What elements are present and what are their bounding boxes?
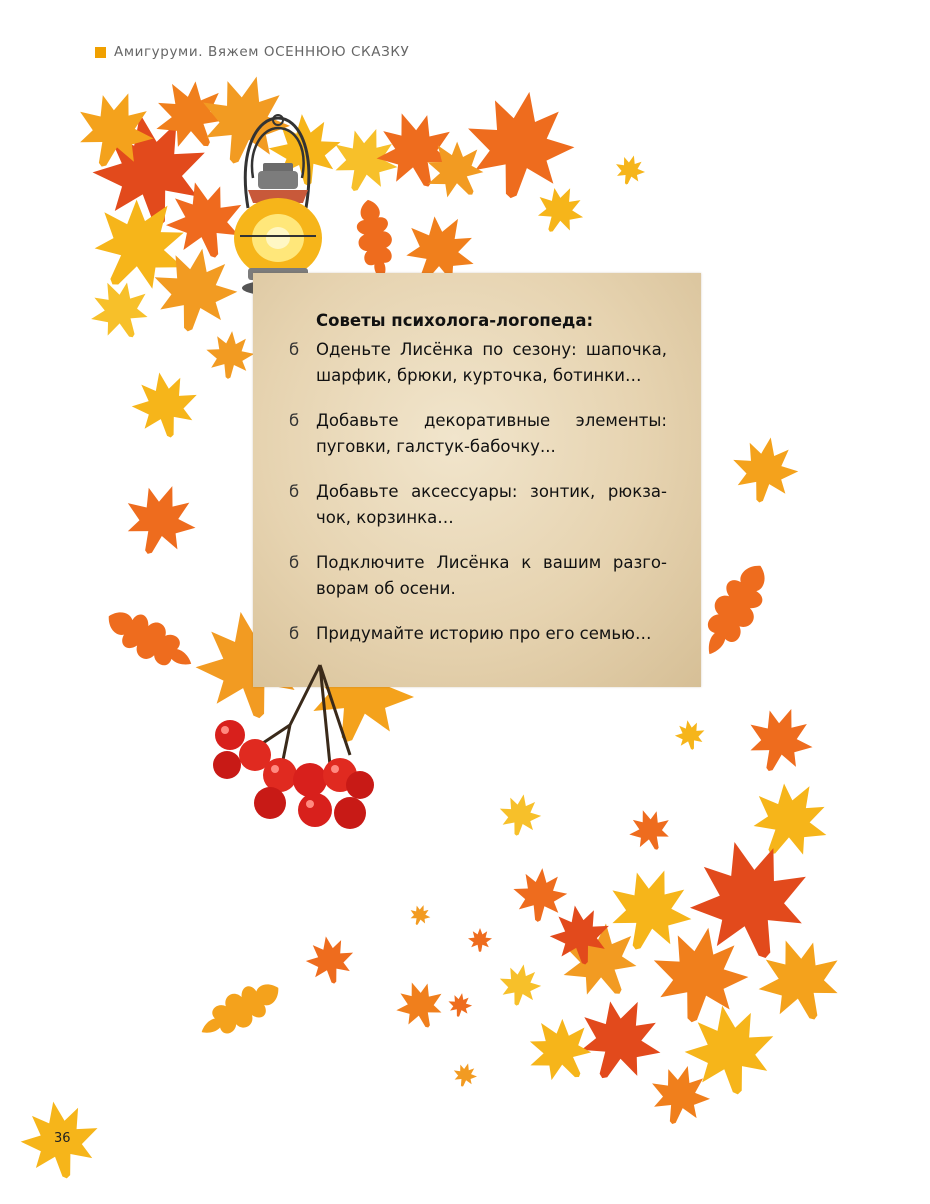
header-text: Амигуруми. Вяжем ОСЕННЮЮ СКАЗКУ	[114, 44, 410, 60]
tip-text: Добавьте аксессуары: зонтик, рюкза-чок, корзинка…	[316, 482, 667, 527]
needle-thread-icon: ϭ	[289, 411, 300, 431]
list-item	[289, 550, 667, 602]
tip-text: Придумайте историю про его семью…	[316, 624, 652, 643]
tip-text: Подключите Лисёнка к вашим разго-ворам об осени.	[316, 553, 667, 598]
needle-thread-icon: ϭ	[289, 340, 300, 360]
tip-text: Добавьте декоративные элементы: пуговки, галстук-бабочку...	[316, 411, 667, 456]
tip-text: Оденьте Лисёнка по сезону: шапочка, шарфик, брюки, курточка, ботинки…	[316, 340, 667, 385]
needle-thread-icon: ϭ	[289, 482, 300, 502]
needle-thread-icon: ϭ	[289, 553, 300, 573]
list-item	[289, 337, 667, 389]
rowan-berries-illustration	[190, 615, 390, 845]
list-item	[289, 479, 667, 531]
page-number: 36	[54, 1131, 71, 1146]
list-item	[289, 408, 667, 460]
card-title: Советы психолога-логопеда:	[316, 311, 594, 330]
needle-thread-icon: ϭ	[289, 624, 300, 644]
